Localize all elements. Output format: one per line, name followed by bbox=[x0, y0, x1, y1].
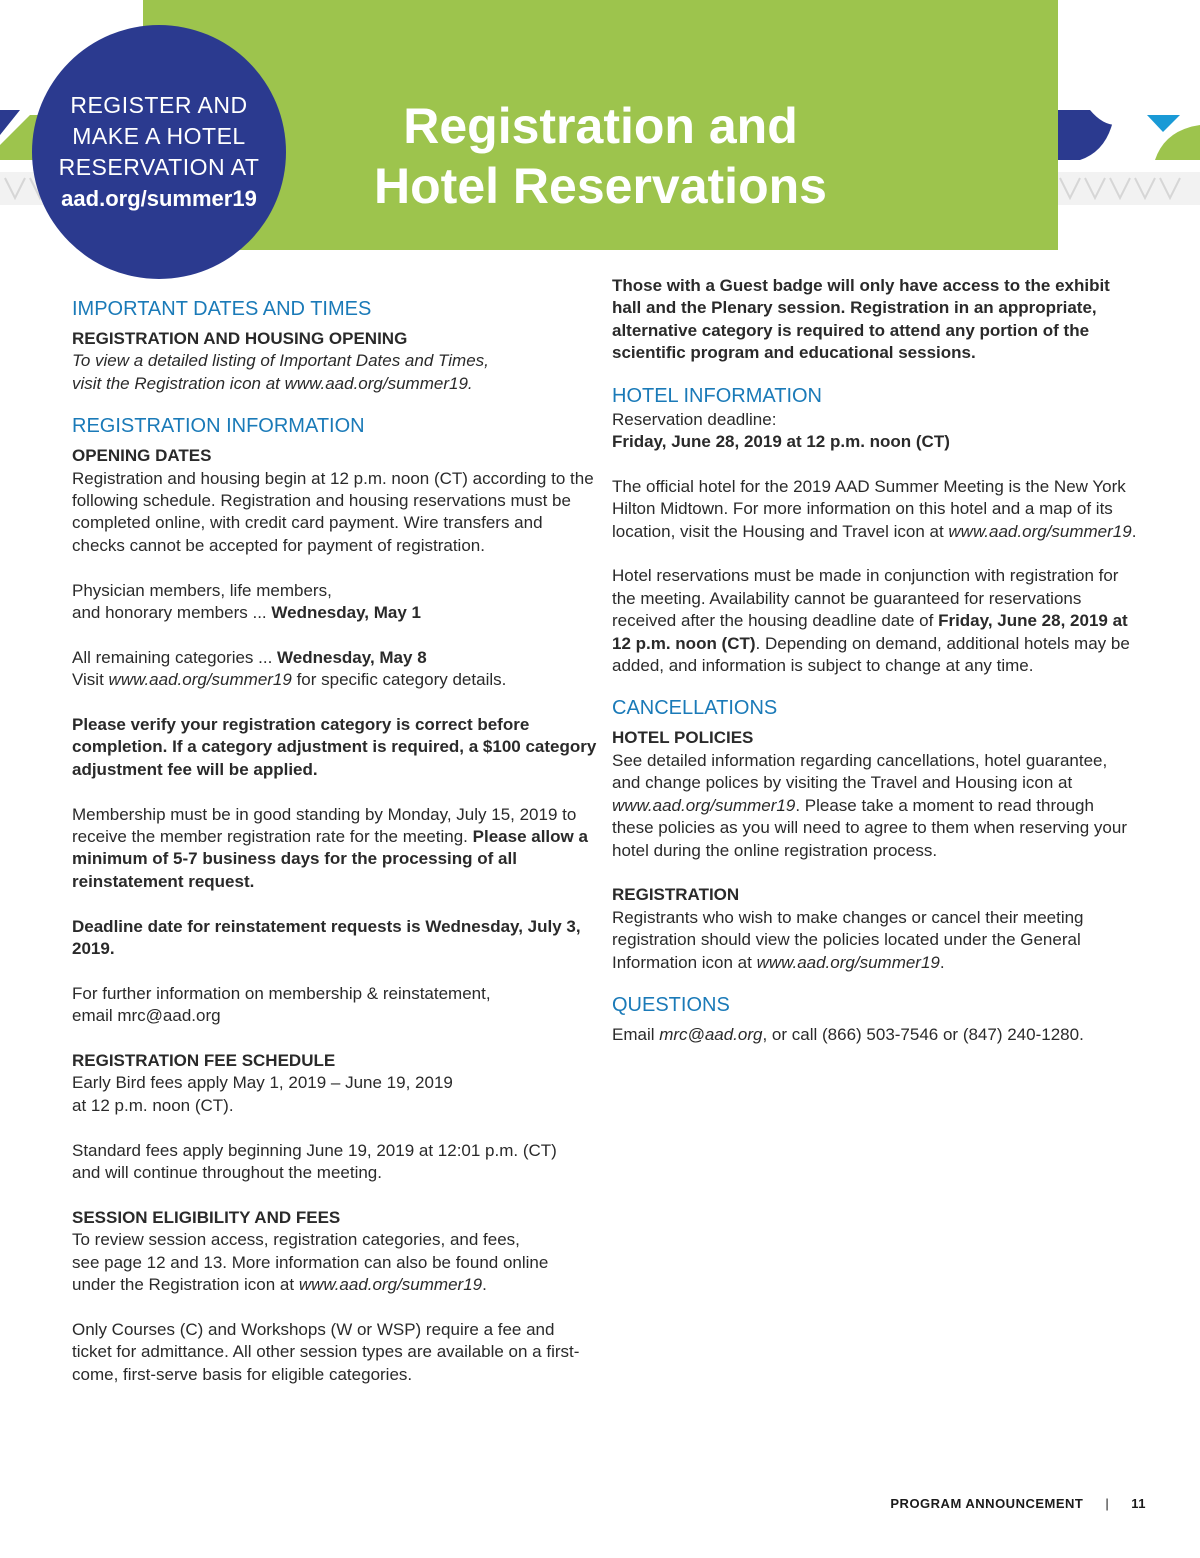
membership-email-link[interactable]: email mrc@aad.org bbox=[72, 1006, 221, 1026]
questions-email-link[interactable]: mrc@aad.org bbox=[659, 1024, 763, 1044]
conjunction-text: Hotel reservations must be made in conjunction with registration for the meeting. Availability cannot be guaranteed for reservations received after the housing deadline date of Friday, June 28, 2019 at 12 p.m. noon (CT). Depending on demand, additional hotels may be added, and information is subject to change at any time. bbox=[612, 566, 1130, 676]
housing-url-link[interactable]: www.aad.org/summer19 bbox=[948, 521, 1132, 541]
reg-housing-text: To view a detailed listing of Important Dates and Times, visit the Registration icon at www.aad.org/summer19. bbox=[72, 351, 489, 393]
registration-cancel-text: Registrants who wish to make changes or cancel their meeting registration should view the policies located under the General Information icon at www.aad.org/summer19. bbox=[612, 907, 1084, 972]
footer-separator: | bbox=[1105, 1496, 1110, 1511]
subheading-fee-schedule: REGISTRATION FEE SCHEDULE bbox=[72, 1051, 336, 1071]
subheading-registration: REGISTRATION bbox=[612, 885, 740, 905]
membership-text: Membership must be in good standing by Monday, July 15, 2019 to receive the member registration rate for the meeting. Please allow a minimum of 5-7 business days for the processing of all reinstatement request. bbox=[72, 804, 588, 891]
early-bird-text: Early Bird fees apply May 1, 2019 – June 19, 2019 at 12 p.m. noon (CT). bbox=[72, 1073, 453, 1115]
courses-text: Only Courses (C) and Workshops (W or WSP) require a fee and ticket for admittance. All other session types are available on a first-come, first-serve basis for eligible categories. bbox=[72, 1319, 580, 1384]
left-column bbox=[72, 296, 597, 1386]
section-heading-registration-info: REGISTRATION INFORMATION bbox=[72, 415, 365, 438]
page-number: 11 bbox=[1131, 1496, 1146, 1511]
opening-text: Registration and housing begin at 12 p.m. noon (CT) according to the following schedule. Registration and housing reservations must be completed online, with credit card payment. Wire transfers and checks cannot be accepted for payment of registration. bbox=[72, 468, 594, 555]
page-footer bbox=[890, 1496, 1146, 1511]
page-title: Registration and Hotel Reservations bbox=[374, 98, 827, 214]
remaining-schedule: All remaining categories ... Wednesday, May 8 Visit www.aad.org/summer19 for specific category details. bbox=[72, 647, 507, 690]
policies-text: See detailed information regarding cancellations, hotel guarantee, and change polices by visiting the Travel and Housing icon at www.aad.org/summer19. Please take a moment to read through these policies as you will need to agree to them when reserving your hotel during the online registration process. bbox=[612, 750, 1128, 860]
callout-line: MAKE A HOTEL bbox=[72, 123, 246, 149]
subheading-hotel-policies: HOTEL POLICIES bbox=[612, 728, 754, 748]
decorative-pattern-right bbox=[1055, 110, 1200, 205]
section-heading-hotel-info: HOTEL INFORMATION bbox=[612, 384, 822, 407]
guest-badge-notice: Those with a Guest badge will only have access to the exhibit hall and the Plenary session. Registration in an appropriate, alternative category is required to attend any portion of the scientific program and educational sessions. bbox=[612, 276, 1110, 363]
general-info-url-link[interactable]: www.aad.org/summer19 bbox=[756, 952, 940, 972]
registration-url-link[interactable]: www.aad.org/summer19 bbox=[108, 670, 292, 690]
section-heading-important-dates: IMPORTANT DATES AND TIMES bbox=[72, 298, 372, 320]
callout-line: REGISTER AND bbox=[70, 92, 248, 118]
session-text: To review session access, registration categories, and fees, see page 12 and 13. More information can also be found online under the Registration icon at www.aad.org/summer19. bbox=[72, 1230, 549, 1295]
reservation-deadline: Reservation deadline: Friday, June 28, 2019 at 12 p.m. noon (CT) bbox=[612, 409, 950, 452]
standard-fees-text: Standard fees apply beginning June 19, 2019 at 12:01 p.m. (CT) and will continue throughout the meeting. bbox=[72, 1140, 557, 1183]
official-hotel-text: The official hotel for the 2019 AAD Summer Meeting is the New York Hilton Midtown. For more information on this hotel and a map of its location, visit the Housing and Travel icon at www.aad.org/summer19. bbox=[612, 476, 1137, 541]
policies-url-link[interactable]: www.aad.org/summer19 bbox=[612, 795, 796, 815]
section-heading-questions: QUESTIONS bbox=[612, 993, 730, 1016]
register-callout-circle bbox=[32, 25, 286, 279]
reinstatement-deadline: Deadline date for reinstatement requests is Wednesday, July 3, 2019. bbox=[72, 916, 581, 959]
right-column bbox=[612, 275, 1137, 1046]
footer-label: PROGRAM ANNOUNCEMENT bbox=[890, 1496, 1084, 1511]
section-heading-cancellations: CANCELLATIONS bbox=[612, 697, 778, 720]
subheading-opening-dates: OPENING DATES bbox=[72, 446, 212, 466]
verify-category-notice: Please verify your registration category is correct before completion. If a category adjustment is required, a $100 category adjustment fee will be applied. bbox=[72, 715, 597, 779]
subheading-reg-housing-opening: REGISTRATION AND HOUSING OPENING bbox=[72, 329, 408, 348]
callout-url-link[interactable]: aad.org/summer19 bbox=[61, 186, 257, 211]
subheading-session-eligibility: SESSION ELIGIBILITY AND FEES bbox=[72, 1207, 341, 1227]
further-info: For further information on membership & reinstatement, email mrc@aad.org bbox=[72, 983, 491, 1026]
physician-schedule: Physician members, life members, and honorary members ... Wednesday, May 1 bbox=[72, 580, 421, 623]
callout-line: RESERVATION AT bbox=[58, 154, 260, 180]
questions-text: Email mrc@aad.org, or call (866) 503-7546 or (847) 240-1280. bbox=[612, 1024, 1084, 1044]
session-url-link[interactable]: www.aad.org/summer19 bbox=[298, 1275, 483, 1295]
